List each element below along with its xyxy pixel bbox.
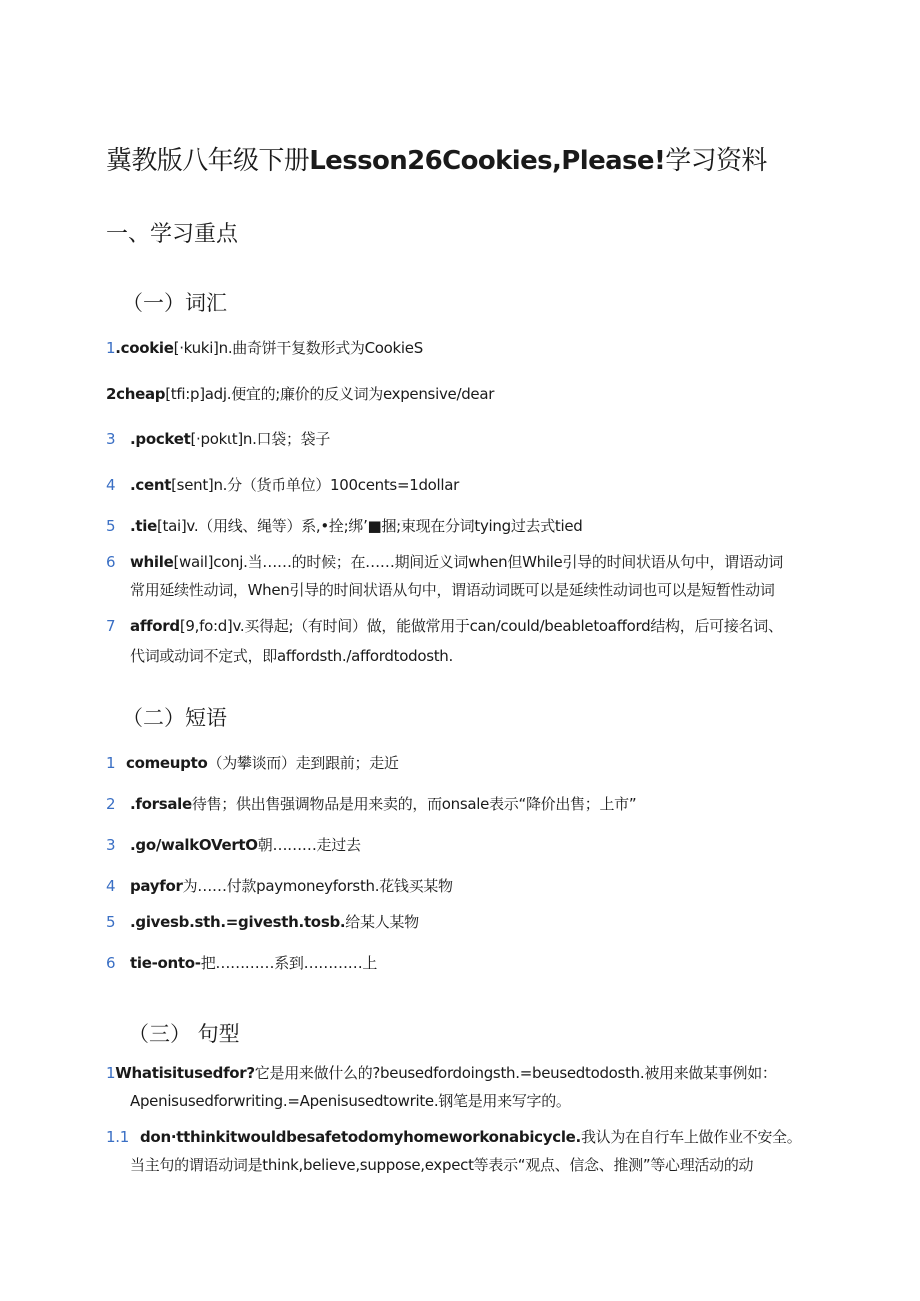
section-heading-key-points: 一、学习重点 — [106, 222, 239, 247]
sentence-item: 1.1 don·tthinkitwouldbesafetodomyhomeworkonabicycle.我认为在自行车上做作业不安全。 — [106, 1128, 802, 1146]
phrase-item: 4 payfor为……付款paymoneyforsth.花钱买某物 — [106, 877, 453, 895]
sentence-item-continuation: Apenisusedforwriting.=Apenisusedtowrite.钢笔是用来写字的。 — [130, 1092, 571, 1110]
vocab-item: 7 afford[9,fo:d]v.买得起;（有时间）做，能做常用于can∕could∕beabletoafford结构，后可接名词、 — [106, 617, 783, 635]
vocab-item: 1.cookie[·kuki]n.曲奇饼干复数形式为CookieS — [106, 339, 423, 357]
vocab-item: 3 .pocket[·pokιt]n.口袋；袋子 — [106, 430, 331, 448]
vocab-item: 4 .cent[sent]n.分（货币单位）100cents=1dollar — [106, 476, 460, 494]
phrase-item: 2 .forsale待售；供出售强调物品是用来卖的，而onsale表示“降价出售；上市” — [106, 795, 637, 813]
phrase-item: 1 comeupto（为攀谈而）走到跟前；走近 — [106, 754, 399, 772]
vocab-item: 6 while[wail]conj.当……的时候；在……期间近义词when但While引导的时间状语从句中，谓语动词 — [106, 553, 783, 571]
vocab-item: 5 .tie[tai]v.（用线、绳等）系,•拴;绑’■捆;束现在分词tying过去式tied — [106, 517, 583, 535]
phrase-item: 6 tie-onto-把…………系到…………上 — [106, 954, 378, 972]
document-title: 冀教版八年级下册Lesson26Cookies,Please!学习资料 — [106, 146, 767, 176]
phrase-item: 3 .go/walkOVertO朝………走过去 — [106, 836, 361, 854]
vocab-item-continuation: 常用延续性动词，When引导的时间状语从句中，谓语动词既可以是延续性动词也可以是短暂性动词 — [130, 581, 775, 599]
sentence-item: 1Whatisitusedfor?它是用来做什么的?beusedfordoingsth.=beusedtodosth.被用来做某事例如： — [106, 1064, 777, 1082]
vocab-item: 2cheap[tfi:p]adj.便宜的;廉价的反义词为expensive/dear — [106, 385, 495, 403]
vocab-item-continuation: 代词或动词不定式，即affordsth./affordtodosth. — [130, 647, 453, 665]
phrase-item: 5 .givesb.sth.=givesth.tosb.给某人某物 — [106, 913, 419, 931]
sentence-item-continuation: 当主句的谓语动词是think,believe,suppose,expect等表示“观点、信念、推测”等心理活动的动 — [130, 1156, 754, 1174]
vocab-heading: （一）词汇 — [122, 291, 227, 315]
sentences-heading: （三） 句型 — [128, 1022, 240, 1046]
phrases-heading: （二）短语 — [122, 706, 227, 730]
